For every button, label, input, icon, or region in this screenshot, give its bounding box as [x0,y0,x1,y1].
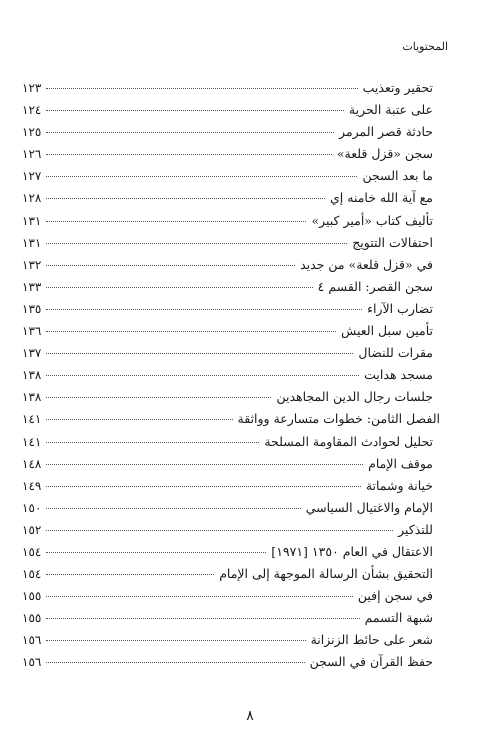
dot-leader [46,176,357,177]
toc-row [22,279,440,301]
dot-leader [46,154,332,155]
toc-entry-page: ١٢٨ [22,191,42,206]
dot-leader [46,442,259,443]
toc-entry-title: مسجد هدايت [364,367,433,383]
toc-entry-page: ١٥٥ [22,611,42,626]
toc-entry-page: ١٥٦ [22,633,42,648]
page-number: ٨ [246,708,254,724]
dot-leader [46,309,362,310]
toc-entry-page: ١٣٦ [22,324,42,339]
toc-entry-title: سجن «قزل قلعة» [336,146,433,162]
toc-entry-title: خيانة وشماتة [365,477,433,493]
toc-entry-page: ١٣١ [22,235,42,250]
toc-chapter-row [22,411,440,433]
toc-entry-title: التحقيق بشأن الرسالة الموجهة إلى الإمام [219,566,433,582]
dot-leader [46,464,363,465]
toc-entry-page: ١٣٢ [22,257,42,272]
dot-leader [46,397,271,398]
toc-row [22,323,440,345]
toc-row [22,257,440,279]
toc-entry-title: مقرات للنضال [358,345,433,361]
toc-row [22,190,440,212]
dot-leader [46,486,360,487]
toc-entry-title: في سجن إفين [357,588,433,604]
toc-entry-page: ١٥٦ [22,655,42,670]
dot-leader [46,596,353,597]
toc-row [22,434,440,456]
toc-entry-title: سجن القصر: القسم ٤ [317,278,433,294]
toc-row [22,654,440,676]
dot-leader [46,353,353,354]
toc-entry-page: ١٥٤ [22,567,42,582]
toc-entry-page: ١٥٤ [22,544,42,559]
toc-entry-title: في «قزل قلعة» من جديد [300,256,433,272]
dot-leader [46,243,347,244]
dot-leader [46,640,305,641]
toc-row [22,566,440,588]
toc-entry-page: ١٢٧ [22,169,42,184]
dot-leader [46,331,336,332]
toc-entry-page: ١٤٩ [22,478,42,493]
toc-row [22,124,440,146]
dot-leader [46,662,304,663]
dot-leader [46,419,232,420]
toc-entry-title: جلسات رجال الدين المجاهدين [276,389,433,405]
dot-leader [46,265,295,266]
dot-leader [46,508,300,509]
toc-entry-title: شبهة التسمم [364,610,433,626]
toc-row [22,610,440,632]
running-head: المحتويات [402,40,448,53]
toc-entry-page: ١٣٣ [22,279,42,294]
toc-row [22,478,440,500]
toc-entry-page: ١٤١ [22,434,42,449]
toc-row [22,146,440,168]
toc-row [22,168,440,190]
toc-entry-page: ١٣٨ [22,390,42,405]
toc-entry-page: ١٤٨ [22,456,42,471]
toc-entry-title: مع آية الله خامنه إي [330,190,433,206]
toc-entry-page: ١٥٥ [22,589,42,604]
dot-leader [46,198,325,199]
dot-leader [46,132,334,133]
toc-entry-title: احتفالات التتويج [352,234,433,250]
toc-entry-page: ١٢٤ [22,103,42,118]
toc-entry-title: الإمام والاغتيال السياسي [305,499,433,515]
dot-leader [46,221,306,222]
toc-entry-title: تحليل لحوادث المقاومة المسلحة [264,433,433,449]
toc-entry-page: ١٢٦ [22,147,42,162]
toc-row [22,456,440,478]
toc-row [22,102,440,124]
toc-row [22,500,440,522]
toc-entry-page: ١٣٥ [22,301,42,316]
toc-entry-title: تأمين سبل العيش [341,323,433,339]
toc-entry-title: حفظ القرآن في السجن [309,654,433,670]
toc-entry-title: ما بعد السجن [362,168,433,184]
toc-entry-title: تضارب الآراء [367,300,433,316]
toc-entry-page: ١٣٨ [22,368,42,383]
toc-entry-page: ١٣١ [22,213,42,228]
table-of-contents [22,80,440,677]
toc-entry-title: الاعتقال في العام ١٣٥٠ [١٩٧١] [271,543,433,559]
toc-row [22,632,440,654]
toc-entry-title: تحقير وتعذيب [362,80,433,95]
toc-row [22,345,440,367]
toc-entry-title: الفصل الثامن: خطوات متسارعة وواثقة [237,411,440,427]
dot-leader [46,618,359,619]
toc-entry-page: ١٤١ [22,412,42,427]
toc-row [22,544,440,566]
toc-entry-page: ١٥٠ [22,500,42,515]
toc-entry-title: حادثة قصر المرمر [339,124,433,140]
toc-entry-title: للتذكير [398,521,433,537]
toc-row [22,235,440,257]
dot-leader [46,552,266,553]
toc-row [22,367,440,389]
dot-leader [46,88,357,89]
toc-entry-title: تأليف كتاب «أمير كبير» [311,212,433,228]
toc-entry-title: شعر على حائط الزنزانة [310,632,433,648]
dot-leader [46,110,344,111]
toc-entry-title: موقف الإمام [368,455,433,471]
toc-entry-page: ١٢٥ [22,125,42,140]
dot-leader [46,530,393,531]
dot-leader [46,574,214,575]
toc-row [22,80,440,102]
toc-row [22,213,440,235]
toc-row [22,588,440,610]
toc-row [22,301,440,323]
toc-entry-page: ١٢٣ [22,81,42,95]
toc-entry-page: ١٣٧ [22,346,42,361]
dot-leader [46,287,312,288]
toc-entry-page: ١٥٢ [22,522,42,537]
toc-row [22,522,440,544]
toc-entry-title: على عتبة الحرية [348,102,433,118]
dot-leader [46,375,359,376]
toc-row [22,389,440,411]
